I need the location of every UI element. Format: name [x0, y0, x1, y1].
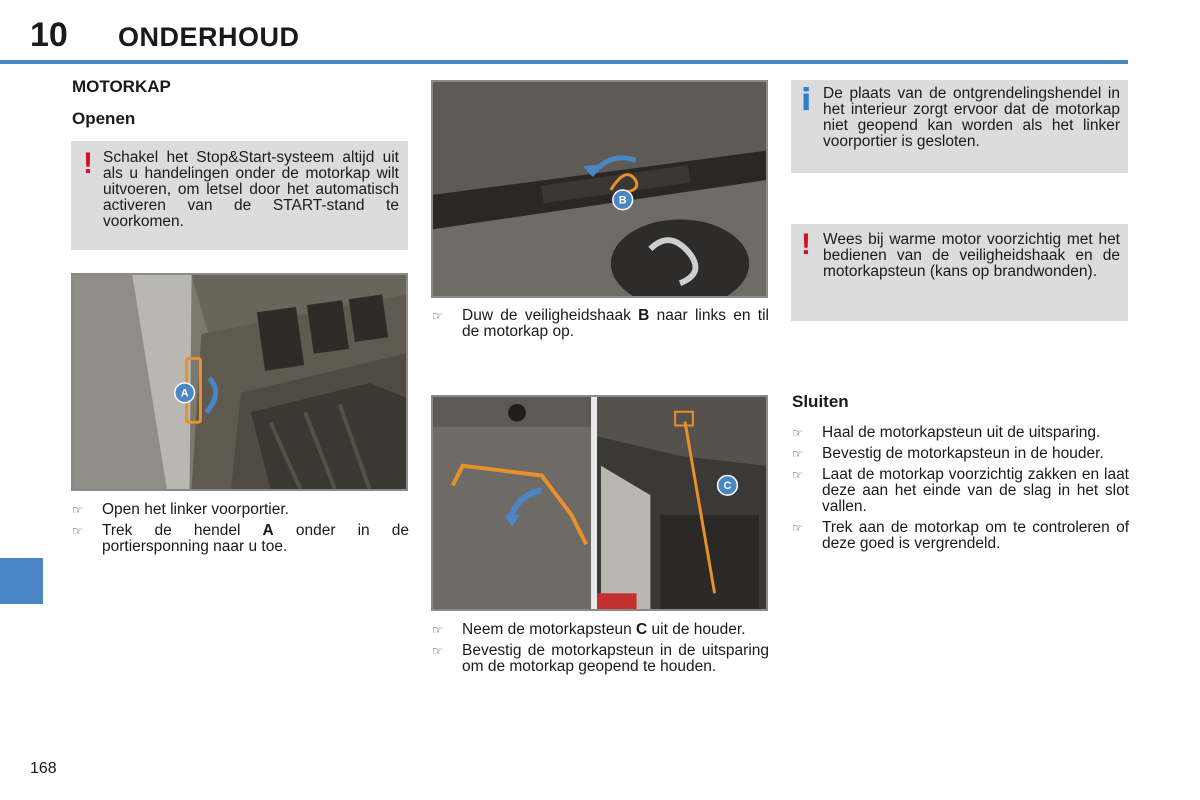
- photo-release-lever-illustration: [73, 275, 406, 489]
- callout-label-a: A: [180, 387, 189, 400]
- list-item: [792, 425, 1129, 441]
- pointing-hand-icon: ☞: [792, 521, 803, 535]
- pointing-hand-icon: ☞: [72, 503, 83, 517]
- list-item: [432, 622, 769, 638]
- photo-safety-catch-illustration: [433, 82, 766, 296]
- middle-top-bullet-list: [432, 308, 769, 345]
- warning-note-text: Schakel het Stop&Start-systeem altijd uit als u handelingen onder de motorkap wilt uitvoeren, om letsel door het automatisch activeren van de START-stand te voorkomen.: [103, 149, 399, 230]
- pointing-hand-icon: ☞: [432, 623, 443, 637]
- chapter-title: ONDERHOUD: [118, 22, 300, 52]
- list-item-text: onder in de portiersponning naar u toe.: [102, 522, 409, 555]
- warning-note-text: Wees bij warme motor voorzichtig met het bedienen van de veiligheidshaak en de motorkapsteun (kans op brandwonden).: [823, 231, 1120, 280]
- page-number: 168: [30, 760, 57, 777]
- pointing-hand-icon: ☞: [72, 524, 83, 538]
- right-bullet-list: [792, 425, 1129, 557]
- exclamation-icon: !: [801, 228, 811, 261]
- photo-safety-catch: [431, 80, 768, 298]
- info-note-release-lever: [791, 80, 1128, 173]
- callout-label-b: B: [618, 194, 627, 207]
- list-item-text: Duw de veiligheidshaak: [462, 307, 639, 324]
- list-item-bold-label: B: [638, 307, 650, 324]
- warning-note-stop-start: [71, 141, 408, 250]
- exclamation-icon: !: [83, 147, 93, 180]
- info-icon: i: [801, 83, 812, 118]
- list-item: [72, 523, 409, 555]
- pointing-hand-icon: ☞: [792, 468, 803, 482]
- list-item-text: uit de houder.: [647, 621, 746, 638]
- list-item-text: Trek de hendel: [102, 522, 263, 539]
- list-item-text: Bevestig de motorkapsteun in de houder.: [822, 445, 1104, 462]
- list-item-text: Trek aan de motorkap om te controleren of deze goed is vergrendeld.: [822, 519, 1129, 552]
- header-rule: [0, 60, 1128, 64]
- info-note-text: De plaats van de ontgrendelingshendel in het interieur zorgt ervoor dat de motorkap niet geopend kan worden als het linker voorportier is gesloten.: [823, 85, 1120, 150]
- list-item: [72, 502, 409, 518]
- pointing-hand-icon: ☞: [432, 644, 443, 658]
- warning-note-hot-engine: [791, 224, 1128, 321]
- left-bullet-list: [72, 502, 409, 560]
- photo-release-lever: [71, 273, 408, 491]
- list-item: [792, 446, 1129, 462]
- list-item-text: Bevestig de motorkapsteun in de uitsparing om de motorkap geopend te houden.: [462, 642, 769, 675]
- photo-bonnet-stay: [431, 395, 768, 611]
- chapter-number: 10: [30, 16, 68, 54]
- list-item-text: Neem de motorkapsteun: [462, 621, 637, 638]
- callout-label-c: C: [723, 480, 732, 493]
- list-item: [432, 643, 769, 675]
- list-item-text: Haal de motorkapsteun uit de uitsparing.: [822, 424, 1101, 441]
- pointing-hand-icon: ☞: [792, 447, 803, 461]
- list-item: [792, 520, 1129, 552]
- middle-bottom-bullet-list: [432, 622, 769, 680]
- list-item: [432, 308, 769, 340]
- subsection-title-sluiten: Sluiten: [792, 392, 849, 411]
- chapter-side-tab: [0, 558, 43, 604]
- subsection-title-openen: Openen: [72, 109, 136, 128]
- list-item-bold-label: A: [262, 522, 274, 539]
- list-item-text: Open het linker voorportier.: [102, 501, 289, 518]
- list-item-text: Laat de motorkap voorzichtig zakken en laat deze aan het einde van de slag in het slot vallen.: [822, 466, 1129, 515]
- list-item: [792, 467, 1129, 515]
- section-title: MOTORKAP: [72, 77, 171, 96]
- list-item-text: naar links en til de motorkap op.: [462, 307, 769, 340]
- list-item-bold-label: C: [636, 621, 648, 638]
- pointing-hand-icon: ☞: [432, 309, 443, 323]
- pointing-hand-icon: ☞: [792, 426, 803, 440]
- photo-bonnet-stay-illustration: [433, 397, 766, 609]
